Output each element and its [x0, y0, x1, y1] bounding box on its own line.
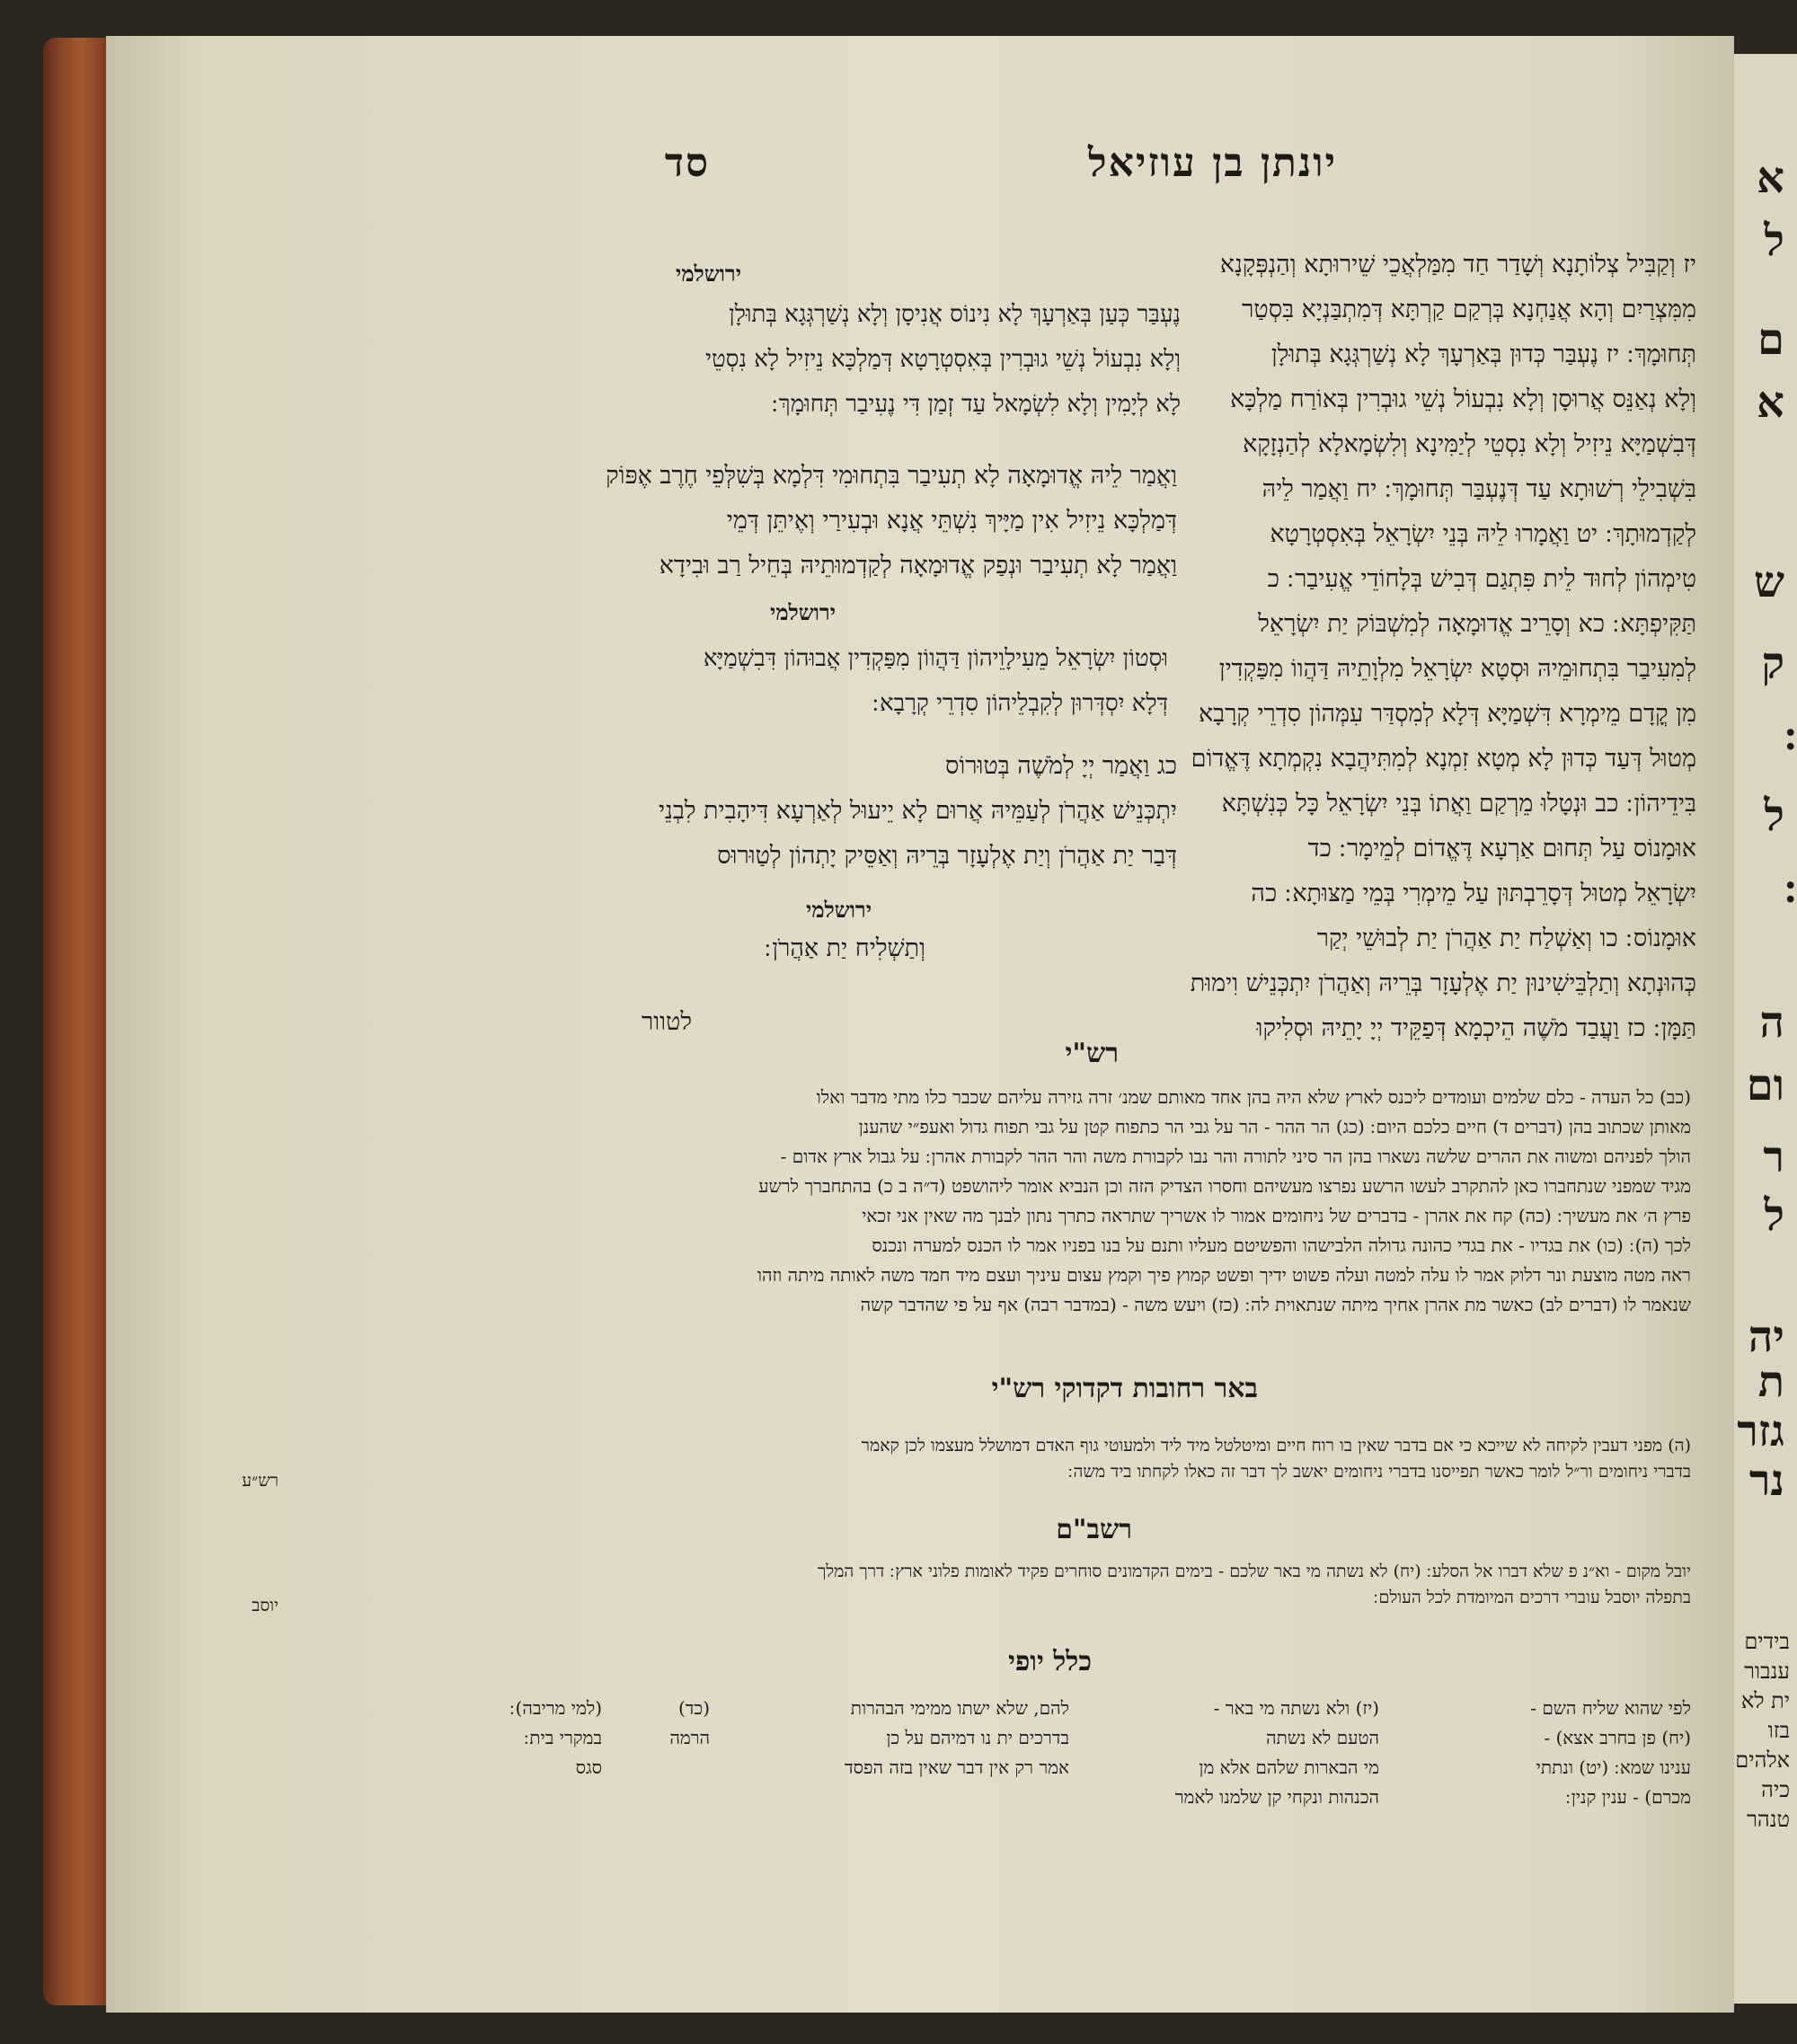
beer-line: (ה) מפני דעבין לקיחה לא שייכא כי אם בדבר שאין בו רוח חיים ומיטלטל מיד ליד ולמעוטי גוף האדם דמושלל מעצמו לכן קאמר: [861, 1436, 1691, 1456]
next-page-fragment: בזו: [1767, 1718, 1790, 1743]
klal-line: להם, שלא ישתו ממימי הבהרות: [850, 1697, 1069, 1719]
next-page-glyph: ל: [1764, 216, 1784, 266]
rashbam-signoff: יוסב: [252, 1596, 279, 1615]
next-page-glyph: ר: [1763, 1132, 1784, 1182]
next-page-glyph: גזר: [1737, 1406, 1784, 1456]
klal-line: אמר רק אין דבר שאין בזה הפסד: [845, 1756, 1069, 1778]
targum-line: מִן קֳדָם מֵימְרָא דִּשְׁמַיָּא דְּלָא לְמִסְדַּר עִמְּהוֹן סִדְרֵי קְרָבָא: [1198, 700, 1696, 728]
next-page-glyph: א: [1757, 153, 1784, 203]
next-page-glyph: יה: [1748, 1312, 1784, 1362]
klal-line: במקרי בית ׃: [523, 1727, 602, 1748]
klal-column: [1092, 1694, 1379, 1812]
klal-line: מי הבארות שלהם אלא מן: [1199, 1756, 1379, 1778]
targum-line: דְּמַלְכָּא נֵיזִיל אִין מַיָּיךְ נִשְׁתֵּי אֲנָא וּבְעִירַי וְאֶיתֵּן דְּמֵי: [726, 507, 1177, 535]
rashbam-heading: רשב"ם: [1056, 1514, 1132, 1545]
klal-line: הרמה: [669, 1727, 710, 1748]
next-page-fragment: כיה: [1761, 1777, 1790, 1802]
targum-line: כג וַאֲמַר יְיָ לְמֹשֶׁה בְּטוּרוֹס: [944, 752, 1177, 780]
targum-line: כְּהוּנְתָא וְתַלְבֵּישִׁינוּן יַת אֶלְעָזָר בְּרֵיהּ וְאַהֲרֹן יִתְכְּנֵישׁ וִימוּת: [1190, 969, 1696, 997]
next-page-glyph: ם: [1757, 314, 1784, 365]
targum-line: דְּבַר יַת אַהֲרֹן וְיַת אֶלְעָזָר בְּרֵיהּ וְאַסֵּיק יָתְהוֹן לְטַוּרוּס: [717, 842, 1177, 870]
rashi-line: מאותן שכתוב בהן (דברים ד) חיים כלכם היום ׃ (כג) הר ההר - הר על גבי הר כתפוח קטן על גבי תפוח גדול ואעפ״י שהענן: [858, 1116, 1691, 1137]
rashi-line: הולך לפניהם ומשוה את ההרים שלשה נשארו בהן הר סיני לתורה והר נבו לקבורת משה והר ההר לקבורת אהרן ׃ על גבול ארץ אדום -: [780, 1146, 1691, 1167]
targum-line: טִימְהוֹן לְחוּד לֵית פִּתְגַם דְּבִישׁ בְּלָחוֹדֵי אֱעִיבַר ׃ כ: [1267, 565, 1696, 593]
beer-line: בדברי ניחומים ור״ל לומר כאשר תפייסנו בדברי ניחומים יאשב לך דבר זה כאלו לקחתו ביד משה ׃: [1067, 1462, 1691, 1482]
rashi-line: ראה מטה מוצעת ונר דלוק אמר לו עלה למטה ועלה פשוט ידיך ופשט קמוץ פיך וקמץ עצום עיניך ועצם מיד חמד משה לאותה מיתה וזהו: [757, 1264, 1691, 1286]
targum-line: יז וְקַבִּיל צְלוֹתָנָא וְשָׁדַר חַד מִמַּלְאֲכֵי שֵׁירוּתָא וְהַנְפְּקָנָא: [1219, 251, 1696, 279]
rashi-line: שנאמר לו (דברים לב) כאשר מת אהרן אחיך מיתה שנתאוית לה ׃ (כז) ויעש משה - (במדבר רבה) אף על פי שהדבר קשה: [860, 1294, 1691, 1315]
next-page-fragment: אלהים: [1735, 1748, 1790, 1773]
targum-line: וַאֲמַר לֵיהּ אֱדוּמָאָה לָא תְעִיבַר בִּתְחוּמִי דִּלְמָא בְּשִׁלְּפֵי חֶרֶב אֶפּוֹק: [606, 462, 1177, 490]
next-page-glyph: ום: [1746, 1060, 1784, 1110]
targum-line: יִתְכְּנֵישׁ אַהֲרֹן לְעַמֵּיהּ אֲרוּם לָא יֵיעוּל לְאַרְעָא דִּיהָבִית לִבְנֵי: [658, 797, 1177, 825]
next-page-glyph: ק: [1761, 638, 1784, 688]
targum-line: תְּחוּמָךְ ׃ יז נֶעְבַּר כְּדוּן בְּאַרְעָךְ לָא נְשַׁרְגְּגָא בְּתוּלָן: [1270, 341, 1696, 368]
jerusalmi-line: וְתַשְׁלִיח יַת אַהֲרֹן ׃: [764, 934, 925, 962]
targum-line: בִּשְׁבִילֵי רְשׁוּתָא עַד דְּנֶעְבַּר תְּחוּמָךְ ׃ יח וַאֲמַר לֵיהּ: [1261, 475, 1696, 503]
jerusalmi-line: לָא לְיָמִין וְלָא לִשְׂמָאל עַד זְמַן דִּי נֶעִיבַר תְּחוּמָךְ ׃: [771, 391, 1181, 418]
targum-line: דְּבִשְׁמַיָּא נֵיזִיל וְלָא נִסְטֵי לְיַמִּינָא וְלִשְׂמָאלָא לְהַנְזָקָא: [1243, 430, 1696, 458]
jerusalmi-line: וּסְטוֹן יִשְׂרָאֵל מֵעִילָוֵיהוֹן דַּהֲווֹן מִפַּקְדִין אֲבוּהוֹן דִּבִשְׁמַיָּא: [703, 645, 1168, 672]
targum-line: וְלָא נְאַנֵּס אֲרוּסָן וְלָא נִבְעוֹל נְשֵׁי גוּבְרִין בְּאוֹרַח מַלְכָּא: [1230, 385, 1696, 413]
next-page-fragment: ית לא: [1740, 1688, 1790, 1713]
klal-column: [449, 1694, 602, 1783]
catchword: לטוור: [641, 1008, 692, 1036]
jerusalmi-heading: ירושלמי: [806, 897, 872, 923]
klal-column: [728, 1694, 1069, 1783]
beer-heading: באר רחובות דקדוקי רש"י: [991, 1373, 1258, 1404]
targum-line: תַּקִּיפְתָּא ׃ כא וְסָרֵיב אֱדוּמָאָה לְמִשְׁבּוֹק יַת יִשְׂרָאֵל: [1258, 610, 1696, 638]
targum-line: לְמִעִיבַר בִּתְחוּמֵיהּ וּסְטָא יִשְׂרָאֵל מִלְוָתֵיהּ דַּהֲווֹ מִפַּקְדִין: [1218, 655, 1696, 683]
rashbam-block: [235, 1559, 1691, 1611]
rashi-heading: רש"י: [1065, 1038, 1119, 1069]
targum-line: מִמִּצְרַיִם וְהָא אֲנַחְנָא בְּרְקַם קַרְתָּא דְּמִתְבַּנְיָא בִּסְטַר: [1242, 296, 1696, 323]
klal-line: (למי מריבה) ׃: [509, 1697, 602, 1719]
klal-line: בדרכים ית נו דמיהם על כן: [886, 1727, 1069, 1748]
next-page-glyph: ת: [1757, 1357, 1784, 1407]
klal-line: סגס: [575, 1756, 602, 1778]
jerusalmi-block: [704, 636, 1168, 726]
rashi-line: (כב) כל העדה - כלם שלמים ועומדים ליכנס לארץ שלא היה בהן אחד מאותם שמנ׳ זרה גזירה עליהם שכבר כלו מתי מדבר ואלו: [816, 1086, 1691, 1108]
beer-signoff: רש״ע: [242, 1471, 279, 1491]
klal-line: (כד): [678, 1697, 710, 1719]
jerusalmi-heading: ירושלמי: [770, 599, 836, 625]
targum-line: מְטוּל דְּעַד כְּדוּן לָא מְטָא זִמְנָא לְמִתִּיהֲבָא נִקְמְתָא דֶּאֱדוֹם: [1191, 745, 1696, 773]
next-page-fragment: בידים: [1744, 1629, 1790, 1654]
page-number: סד: [664, 140, 710, 186]
targum-line: וַאֲמַר לָא תְעִיבַר וּנְפַק אֱדוּמָאָה לְקַדְמוּתֵיהּ בְּחֵיל רַב וּבִידָא: [659, 552, 1177, 580]
rashi-block: [208, 1083, 1691, 1320]
klal-line: ענינו שמא ׃ (יט) ונתתי: [1536, 1756, 1691, 1778]
next-page-glyph: ל: [1764, 791, 1784, 841]
klal-line: לפי שהוא שליח השם -: [1530, 1697, 1691, 1719]
next-page-glyph: ל: [1764, 1190, 1784, 1241]
jerusalmi-line: נֶעְבַּר כְּעַן בְּאַרְעָךְ לָא נִינוֹס אֲנִיסָן וְלָא נְשַׁרְגְּגָא בְּתוּלָן: [729, 301, 1181, 328]
next-page-fragment: טנהר: [1747, 1807, 1790, 1832]
book-edge: [43, 38, 108, 2005]
running-title: יונתן בן עוזיאל: [1087, 140, 1337, 186]
klal-column: [629, 1694, 710, 1753]
klal-column: [1412, 1694, 1691, 1812]
beer-block: [235, 1433, 1691, 1485]
next-page-glyph: ה: [1759, 997, 1784, 1048]
rashi-line: לכך (ה) ׃ (כו) את בגדיו - את בגדי כהונה גדולה הלבישהו והפשיטם מעליו ותנם על בנו בפניו אמר לו הכנס למערה ונכנס: [872, 1234, 1691, 1256]
rashbam-line: יובל מקום - וא״נ פ שלא דברו אל הסלע ׃ (יח) לא נשתה מי באר שלכם - בימים הקדמונים סוחרים פקיד לאומות פלוני ארץ ׃ דרך המלך: [817, 1562, 1691, 1581]
klal-line: (יח) פן בחרב אצא) -: [1544, 1727, 1691, 1748]
jerusalmi-line: דְּלָא יִסְדְּרוּן לְקִבְלֵיהוֹן סִדְרֵי קְרָבָא ׃: [872, 690, 1168, 717]
targum-line: בִּידֵיהוֹן ׃ כב וּנְטָלוּ מֵרְקַם וַאֲתוֹ בְּנֵי יִשְׂרָאֵל כָּל כְּנִשְׁתָּא: [1221, 790, 1696, 818]
klal-heading: כלל יופי: [1008, 1646, 1092, 1677]
targum-continuation: [606, 454, 1177, 588]
targum-line: יִשְׂרָאֵל מְטוּל דְּסָרֵבְתּוּן עַל מֵימְרִי בְּמֵי מַצּוּתָא ׃ כה: [1251, 880, 1696, 907]
next-page-glyph: נר: [1748, 1456, 1784, 1506]
targum-continuation: [659, 744, 1177, 879]
rashi-line: מגיד שמפני שנתחברו כאן להתקרב לעשו הרשע נפרצו מעשיהם וחסרו הצדיק הזה וכן הנביא אומר ליהושפט (ד״ה ב כ) בהתחברך לרשע: [758, 1175, 1691, 1197]
klal-line: הטעם לא נשתה: [1266, 1727, 1379, 1748]
rashbam-line: בתפלה יוסבל עוברי דרכים המיומדת לכל העולם ׃: [1373, 1588, 1691, 1607]
targum-line: אוּמָנוֹס עַל תְּחוּם אַרְעָא דֶּאֱדוֹם לְמֵימָר ׃ כד: [1307, 835, 1696, 863]
targum-column: [1191, 243, 1696, 1051]
book-page: [106, 36, 1734, 2013]
jerusalmi-heading: ירושלמי: [676, 261, 741, 287]
next-page-glyph: א: [1757, 377, 1784, 428]
klal-line: (יז) ולא נשתה מי באר -: [1213, 1697, 1379, 1719]
targum-line: אוּמָנוֹס ׃ כו וְאַשְׁלַח יַת אַהֲרֹן יַת לְבוּשֵׁי יְקַר: [1316, 925, 1696, 952]
jerusalmi-line: וְלָא נִבְעוֹל נְשֵׁי גוּבְרִין בְּאִסְטְרָטָא דְּמַלְכָּא נֵיזִיל לָא נִסְטֵי: [705, 346, 1181, 373]
targum-line: תַּמָּן ׃ כז וַעֲבַד מֹשֶׁה הֵיכְמָא דְּפַקֵּיד יְיָ יָתֵיהּ וּסְלִיקוּ: [1256, 1014, 1696, 1042]
klal-line: הכנהות ונקחי קן שלמנו לאמר: [1174, 1786, 1379, 1808]
rashi-line: פרץ ה׳ את מעשיך ׃ (כה) קח את אהרן - בדברים של ניחומים אמור לו אשריך שתראה כתרך נתון לבנך מה שאין אני זכאי: [862, 1205, 1691, 1226]
next-page-glyph: ש: [1754, 557, 1784, 607]
targum-line: לְקַדְמוּתָךְ ׃ יט וַאֲמָרוּ לֵיהּ בְּנֵי יִשְׂרָאֵל בְּאִסְטְרָטָא: [1270, 520, 1696, 548]
klal-line: מכרם) - ענין קנין ׃: [1565, 1786, 1691, 1808]
jerusalmi-block: [705, 292, 1181, 427]
next-page-fragment: ענבור: [1744, 1659, 1790, 1684]
